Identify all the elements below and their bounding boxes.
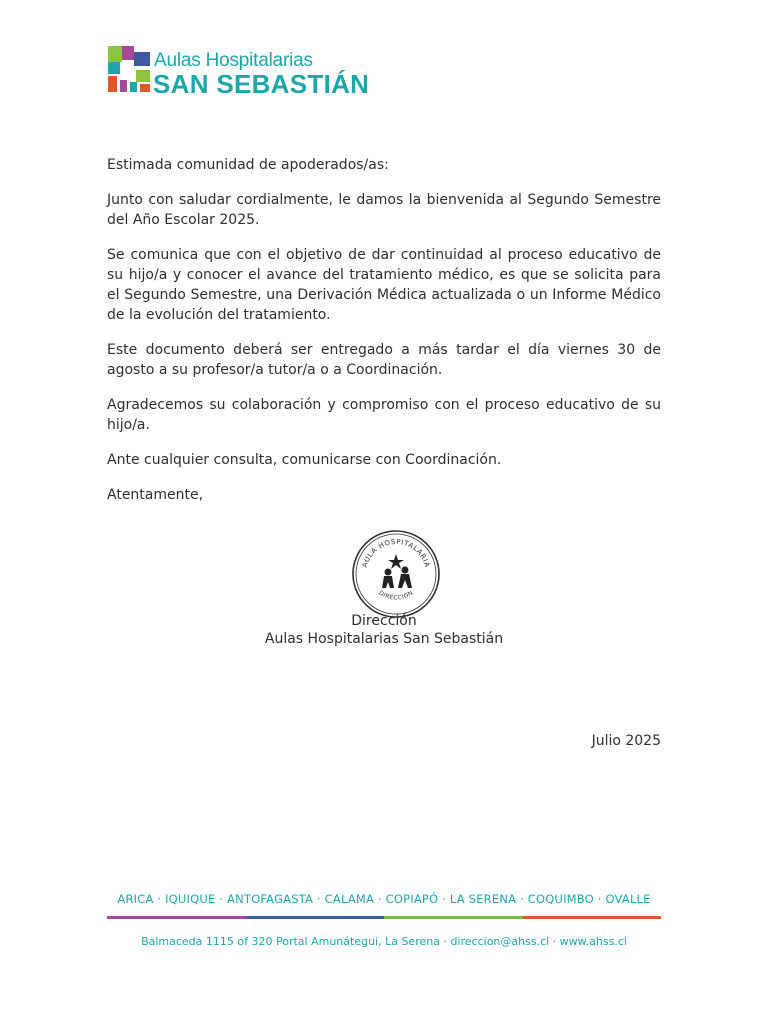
color-bar-segment bbox=[107, 916, 246, 919]
letter-body bbox=[107, 155, 661, 520]
stamp-top-text: AULA HOSPITALARIA bbox=[360, 537, 432, 569]
letter-closing: Atentamente, bbox=[107, 487, 204, 503]
svg-text:DIRECCION bbox=[377, 589, 414, 601]
stamp-children-icon bbox=[382, 554, 412, 588]
letter-paragraph: Junto con saludar cordialmente, le damos la bienvenida al Segundo Semestre del Año Escolar 2025. bbox=[107, 192, 661, 228]
letter-paragraph: Se comunica que con el objetivo de dar continuidad al proceso educativo de su hijo/a y conocer el avance del tratamiento médico, es que se solicita para el Segundo Semestre, una Derivación Médica actualizada o un Informe Médico de la evolución del tratamiento. bbox=[107, 247, 661, 323]
letter-paragraph: Agradecemos su colaboración y compromiso con el proceso educativo de su hijo/a. bbox=[107, 397, 661, 433]
official-stamp bbox=[350, 528, 442, 620]
signature-title: Dirección bbox=[351, 613, 417, 629]
color-bar-segment bbox=[246, 916, 385, 919]
letter-date: Julio 2025 bbox=[591, 733, 661, 749]
footer-cities: ARICA · IQUIQUE · ANTOFAGASTA · CALAMA · COPIAPÓ · LA SERENA · COQUIMBO · OVALLE bbox=[117, 892, 651, 906]
footer-address: Balmaceda 1115 of 320 Portal Amunátegui, La Serena · direccion@ahss.cl · www.ahss.cl bbox=[141, 935, 627, 948]
stamp-bottom-text: DIRECCION bbox=[377, 589, 415, 602]
signature-block bbox=[184, 612, 584, 648]
footer-color-bar bbox=[107, 916, 661, 919]
color-bar-segment bbox=[523, 916, 662, 919]
logo-subtitle: Aulas Hospitalarias bbox=[154, 50, 313, 71]
letter-paragraph: Este documento deberá ser entregado a más tardar el día viernes 30 de agosto a su profesor/a tutor/a o a Coordinación. bbox=[107, 342, 661, 378]
logo-title: SAN SEBASTIÁN bbox=[153, 69, 370, 99]
children-logo-icon bbox=[106, 44, 152, 94]
brand-logo bbox=[106, 44, 396, 99]
signature-org: Aulas Hospitalarias San Sebastián bbox=[264, 631, 504, 647]
color-bar-segment bbox=[384, 916, 523, 919]
letter-greeting: Estimada comunidad de apoderados/as: bbox=[107, 157, 389, 173]
letter-paragraph: Ante cualquier consulta, comunicarse con Coordinación. bbox=[107, 452, 502, 468]
